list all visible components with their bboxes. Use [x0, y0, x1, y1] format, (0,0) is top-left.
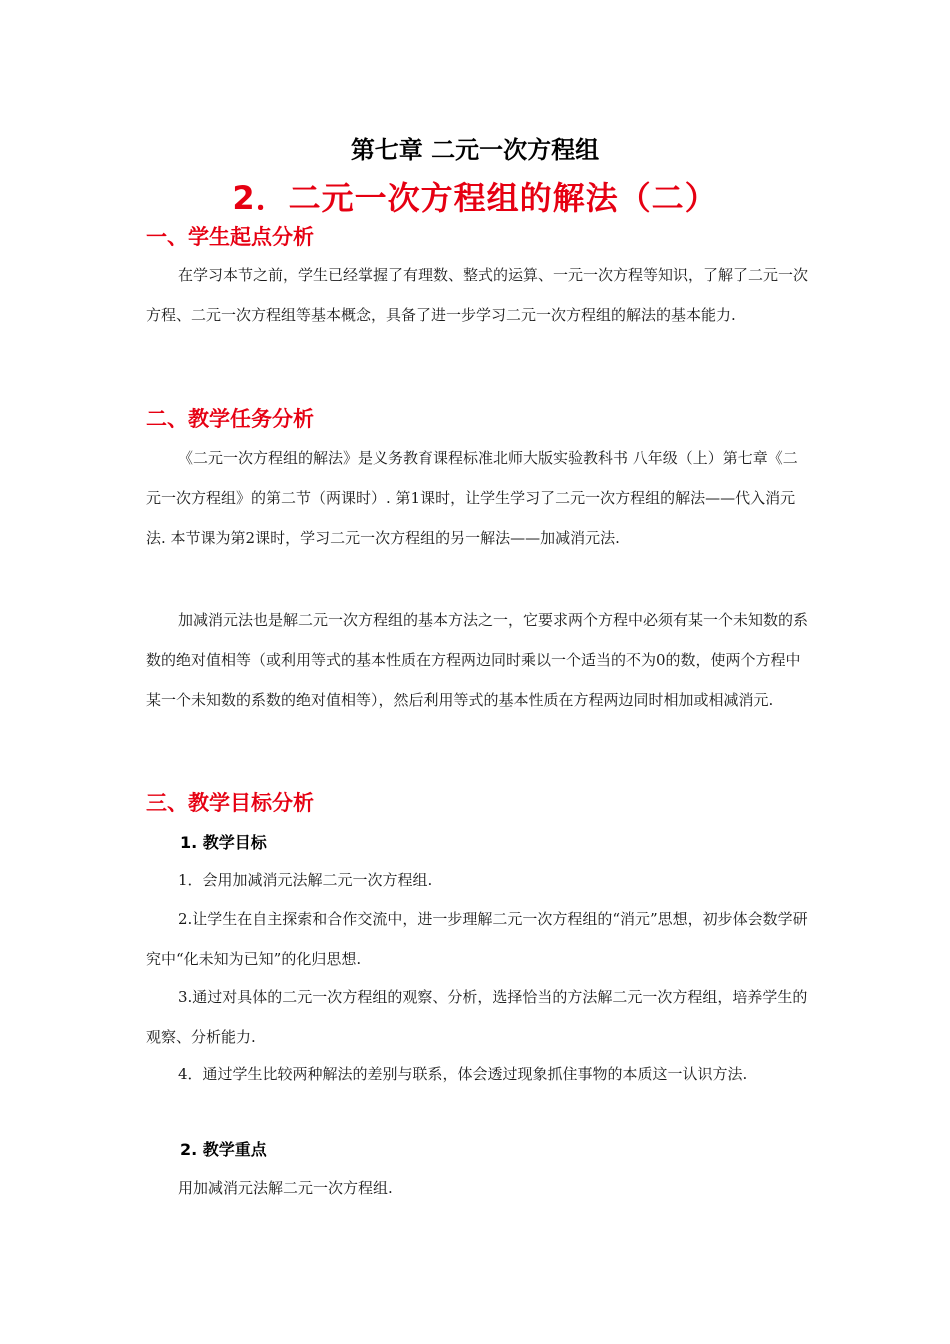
paragraph-task-analysis-1: [146, 438, 811, 558]
paragraph-student-analysis: [146, 255, 811, 335]
paragraph-text: 在学习本节之前，学生已经掌握了有理数、整式的运算、一元一次方程等知识，了解了二元一次方程、二元一次方程组等基本概念，具备了进一步学习二元一次方程组的解法的基本能力.: [146, 266, 809, 324]
paragraph-task-analysis-2: [146, 600, 811, 720]
goal-item-4: [146, 1054, 826, 1094]
section-heading-task-analysis: 二、教学任务分析: [146, 407, 314, 431]
goal-item-1: [146, 860, 811, 900]
goal-item-text: 4．通过学生比较两种解法的差别与联系，体会透过现象抓住事物的本质这一认识方法.: [178, 1065, 748, 1083]
paragraph-text: 加减消元法也是解二元一次方程组的基本方法之一，它要求两个方程中必须有某一个未知数的系数的绝对值相等（或利用等式的基本性质在方程两边同时乘以一个适当的不为0的数，使两个方程中某一个未知数的系数的绝对值相等），然后利用等式的基本性质在方程两边同时相加或相减消元.: [146, 611, 809, 709]
sub-heading-teaching-goals: 1. 教学目标: [180, 833, 267, 852]
goal-item-text: 1．会用加减消元法解二元一次方程组.: [178, 871, 433, 889]
chapter-title: 第七章 二元一次方程组: [350, 136, 600, 164]
goal-item-text: 2.让学生在自主探索和合作交流中，进一步理解二元一次方程组的“消元”思想，初步体会数学研究中“化未知为已知”的化归思想.: [146, 910, 808, 968]
lesson-title: 2．二元一次方程组的解法（二）: [232, 179, 718, 217]
goal-item-2: [146, 899, 811, 979]
section-heading-goal-analysis: 三、教学目标分析: [146, 791, 314, 815]
paragraph-text: 《二元一次方程组的解法》是义务教育课程标准北师大版实验教科书 八年级（上）第七章《二元一次方程组》的第二节（两课时）. 第1课时，让学生学习了二元一次方程组的解法——代入消元法. 本节课为第2课时，学习二元一次方程组的另一解法——加减消元法.: [146, 449, 798, 547]
sub-heading-teaching-focus: 2. 教学重点: [180, 1140, 267, 1159]
section-heading-student-analysis: 一、学生起点分析: [146, 225, 314, 249]
teaching-focus-text: [146, 1168, 811, 1208]
goal-item-text: 3.通过对具体的二元一次方程组的观察、分析，选择恰当的方法解二元一次方程组，培养学生的观察、分析能力.: [146, 988, 808, 1046]
focus-text: 用加减消元法解二元一次方程组.: [178, 1179, 393, 1197]
goal-item-3: [146, 977, 811, 1057]
